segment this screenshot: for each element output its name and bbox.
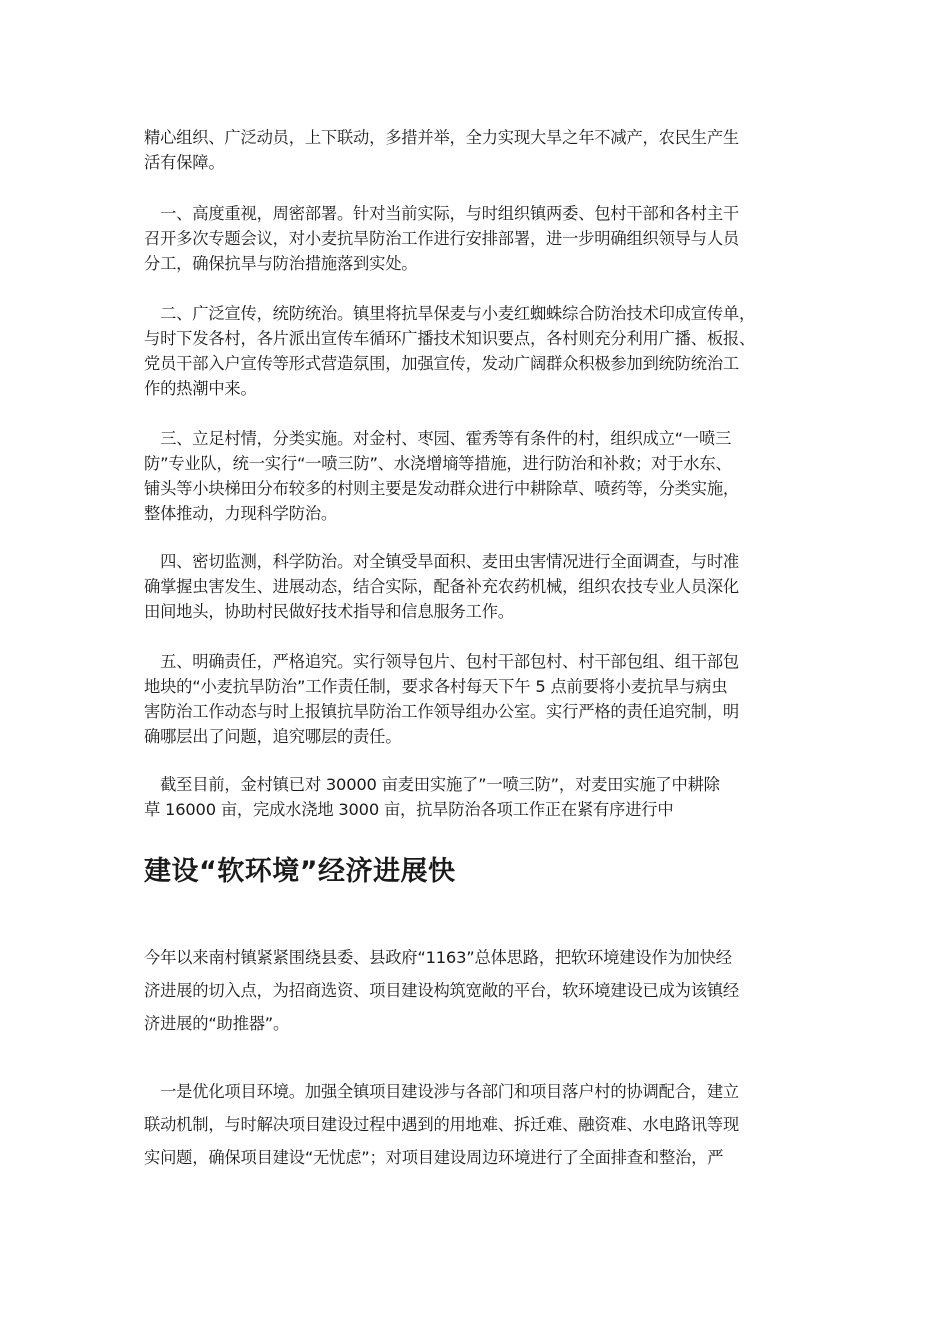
text-line: 害防治工作动态与时上报镇抗旱防治工作领导组办公室。实行严格的责任追究制，明: [144, 702, 740, 721]
text-line: 确掌握虫害发生、进展动态，结合实际，配备补充农药机械，组织农技专业人员深化: [144, 577, 740, 596]
text-line: 实问题，确保项目建设“无忧虑”；对项目建设周边环境进行了全面排查和整治，严: [144, 1148, 724, 1167]
text-line: 五、明确责任，严格追究。实行领导包片、包村干部包村、村干部包组、组干部包: [144, 652, 740, 671]
text-line: 作的热潮中来。: [144, 379, 257, 398]
text-line: 截至目前，金村镇已对 30000 亩麦田实施了”一喷三防”，对麦田实施了中耕除: [144, 775, 720, 794]
text-line: 防”专业队，统一实行“一喷三防”、水浇增墒等措施，进行防治和补救；对于水东、: [144, 454, 732, 473]
text-line: 与时下发各村，各片派出宣传车循环广播技术知识要点，各村则充分利用广播、板报、: [144, 329, 756, 348]
text-line: 三、立足村情，分类实施。对金村、枣园、霍秀等有条件的村，组织成立“一喷三: [144, 429, 732, 448]
text-line: 整体推动，力现科学防治。: [144, 504, 337, 523]
text-line: 一、高度重视，周密部署。针对当前实际，与时组织镇两委、包村干部和各村主干: [144, 204, 740, 223]
paragraph-item-3: [144, 426, 812, 526]
paragraph-section2-intro: [144, 941, 812, 1040]
text-line: 地块的“小麦抗旱防治”工作责任制，要求各村每天下午 5 点前要将小麦抗旱与病虫: [144, 677, 728, 696]
text-line: 联动机制，与时解决项目建设过程中遇到的用地难、拆迁难、融资难、水电路讯等现: [144, 1115, 740, 1134]
text-line: 草 16000 亩，完成水浇地 3000 亩，抗旱防治各项工作正在紧有序进行中: [144, 800, 674, 819]
text-line: 二、广泛宣传，统防统治。镇里将抗旱保麦与小麦红蜘蛛综合防治技术印成宣传单，: [144, 304, 756, 323]
paragraph-intro: [144, 125, 812, 175]
text-line: 田间地头，协助村民做好技术指导和信息服务工作。: [144, 602, 514, 621]
paragraph-section2-item-1: [144, 1075, 812, 1174]
paragraph-item-5: [144, 649, 812, 749]
text-line: 确哪层出了问题，追究哪层的责任。: [144, 727, 402, 746]
text-line: 活有保障。: [144, 153, 225, 172]
text-line: 召开多次专题会议，对小麦抗旱防治工作进行安排部署，进一步明确组织领导与人员: [144, 229, 740, 248]
paragraph-item-4: [144, 549, 812, 624]
text-line: 今年以来南村镇紧紧围绕县委、县政府“1163”总体思路，把软环境建设作为加快经: [144, 948, 732, 967]
section-heading: 建设“软环境”经济进展快: [144, 856, 456, 887]
text-line: 分工，确保抗旱与防治措施落到实处。: [144, 254, 418, 273]
text-line: 济进展的切入点，为招商选资、项目建设构筑宽敞的平台，软环境建设已成为该镇经: [144, 981, 740, 1000]
paragraph-summary: [144, 772, 812, 822]
text-line: 济进展的“助推器”。: [144, 1014, 290, 1033]
text-line: 铺头等小块梯田分布较多的村则主要是发动群众进行中耕除草、喷药等，分类实施，: [144, 479, 740, 498]
text-line: 党员干部入户宣传等形式营造氛围，加强宣传，发动广阔群众积极参加到统防统治工: [144, 354, 740, 373]
text-line: 一是优化项目环境。加强全镇项目建设涉与各部门和项目落户村的协调配合，建立: [144, 1082, 740, 1101]
text-line: 精心组织、广泛动员，上下联动，多措并举，全力实现大旱之年不减产，农民生产生: [144, 128, 740, 147]
paragraph-item-2: [144, 301, 812, 401]
text-line: 四、密切监测，科学防治。对全镇受旱面积、麦田虫害情况进行全面调查，与时准: [144, 552, 740, 571]
paragraph-item-1: [144, 201, 812, 276]
